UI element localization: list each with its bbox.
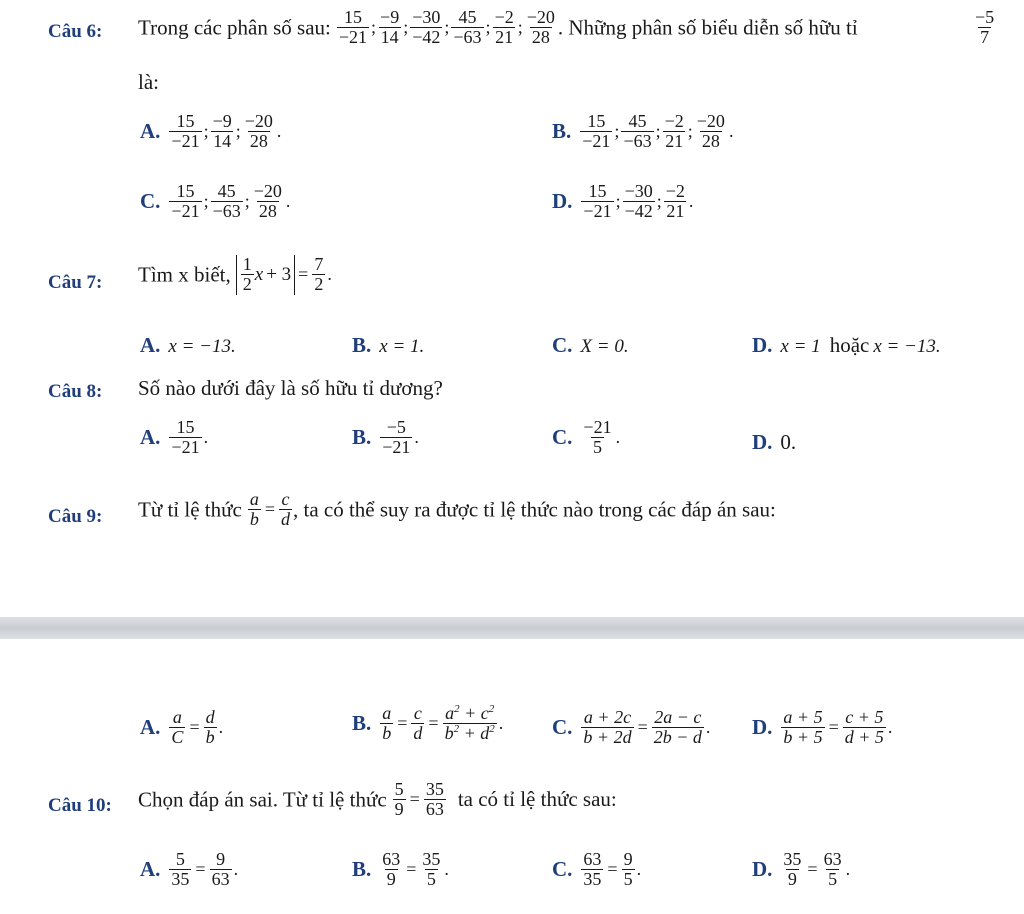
question-8-stem: Số nào dưới đây là số hữu tỉ dương? <box>138 376 443 400</box>
question-9 <box>48 505 102 528</box>
option-b[interactable]: B. $\frac{-5}{-21}$ . <box>352 417 419 458</box>
fraction: $\frac{-2}{21}$ <box>494 7 514 48</box>
option-c[interactable]: C. $\frac{15}{-21}$ ; $\frac{45}{-63}$ ; $\frac{-20}{28}$ . <box>140 181 291 222</box>
fraction: $\frac{-30}{-42}$ <box>412 7 441 48</box>
question-number: Câu 6: <box>48 21 103 42</box>
option-c[interactable]: C. $\frac{a + 2c}{b + 2d}$ = $\frac{2a - c}{2b - d}$ . <box>552 707 711 748</box>
question-number: Câu 8: <box>48 381 103 402</box>
option-a[interactable]: A. $\frac{a}{C}$ = $\frac{d}{b}$ . <box>140 707 224 748</box>
option-a[interactable]: A. $\frac{15}{-21}$ . <box>140 417 209 458</box>
option-a[interactable]: A. $\frac{15}{-21}$ ; $\frac{-9}{14}$ ; $\frac{-20}{28}$ . <box>140 111 282 152</box>
fraction: $\frac{-9}{14}$ <box>380 7 400 48</box>
question-6-stem: Trong các phân số sau: $\frac{15}{-21}$ ; $\frac{-9}{14}$ ; $\frac{-30}{-42}$ ; $\frac{45}{-63}$ ; $\frac{-2}{21}$ ; $\frac{-20}{28}$ . Những phân số biểu diễn số hữu tỉ <box>138 7 858 48</box>
option-d[interactable]: D. 0. <box>752 430 797 454</box>
option-d[interactable]: D. x = 1 hoặc x = −13. <box>752 333 941 357</box>
question-9-stem: Từ tỉ lệ thức $\frac{a}{b}$ = $\frac{c}{d}$ , ta có thể suy ra được tỉ lệ thức nào trong các đáp án sau: <box>138 489 776 530</box>
question-6-line2: là: <box>138 70 159 94</box>
question-8 <box>48 380 102 403</box>
option-b[interactable]: B. x = 1. <box>352 333 425 357</box>
page-divider <box>0 617 1024 639</box>
option-a[interactable]: A. x = −13. <box>140 333 236 357</box>
option-b[interactable]: B. $\frac{a}{b}$ = $\frac{c}{d}$ = $\frac{a^2 + c^2}{b^2 + d^2}$ . <box>352 703 504 744</box>
option-d[interactable]: D. $\frac{a + 5}{b + 5}$ = $\frac{c + 5}{d + 5}$ . <box>752 707 893 748</box>
question-number: Câu 10: <box>48 795 112 816</box>
option-b[interactable]: B. $\frac{15}{-21}$ ; $\frac{45}{-63}$ ; $\frac{-2}{21}$ ; $\frac{-20}{28}$ . <box>552 111 734 152</box>
question-6 <box>48 20 102 43</box>
question-10 <box>48 794 112 817</box>
option-c[interactable]: C. $\frac{63}{35}$ = $\frac{9}{5}$ . <box>552 849 642 890</box>
target-fraction: $\frac{-5}{7}$ <box>975 7 995 48</box>
fraction: $\frac{-20}{28}$ <box>526 7 555 48</box>
option-c[interactable]: C. $\frac{-21}{5}$ . <box>552 417 621 458</box>
option-d[interactable]: D. $\frac{15}{-21}$ ; $\frac{-30}{-42}$ ; $\frac{-2}{21}$ . <box>552 181 694 222</box>
option-c[interactable]: C. X = 0. <box>552 333 629 357</box>
option-d[interactable]: D. $\frac{35}{9}$ = $\frac{63}{5}$ . <box>752 849 851 890</box>
question-7-stem: Tìm x biết, $\frac{1}{2}$ x + 3 = $\frac{7}{2}$ . <box>138 254 332 295</box>
option-a[interactable]: A. $\frac{5}{35}$ = $\frac{9}{63}$ . <box>140 849 239 890</box>
fraction: $\frac{15}{-21}$ <box>338 7 368 48</box>
question-number: Câu 7: <box>48 272 103 293</box>
question-number: Câu 9: <box>48 506 103 527</box>
option-b[interactable]: B. $\frac{63}{9}$ = $\frac{35}{5}$ . <box>352 849 449 890</box>
question-7 <box>48 271 102 294</box>
absolute-value: $\frac{1}{2}$ x + 3 <box>236 255 295 295</box>
fraction: $\frac{45}{-63}$ <box>453 7 482 48</box>
question-10-stem: Chọn đáp án sai. Từ tỉ lệ thức $\frac{5}{9}$ = $\frac{35}{63}$ ta có tỉ lệ thức sau: <box>138 779 617 820</box>
